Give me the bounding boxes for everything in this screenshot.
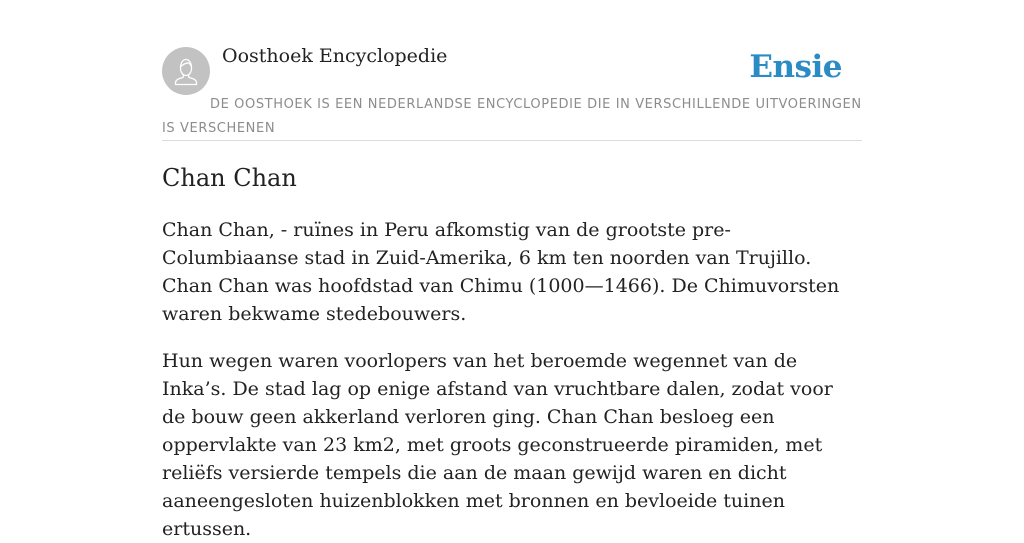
source-tagline: DE OOSTHOEK IS EEN NEDERLANDSE ENCYCLOPEDIE DIE IN VERSCHILLENDE UITVOERINGEN IS VERSCHENEN (162, 97, 862, 136)
article (162, 160, 862, 543)
source-title[interactable]: Oosthoek Encyclopedie (222, 45, 448, 67)
article-title: Chan Chan (162, 164, 297, 192)
user-silhouette-icon (162, 47, 210, 95)
source-avatar[interactable] (162, 47, 210, 95)
article-paragraph: Hun wegen waren voorlopers van het beroemde wegennet van de Inka’s. De stad lag op enige afstand van vruchtbare dalen, zodat voor de bouw geen akkerland verloren ging. Chan Chan besloeg een oppervlakte van 23 km2, met groots geconstrueerde piramiden, met reliëfs versierde tempels die aan de maan gewijd waren en dicht aaneengesloten huizenblokken met bronnen en bevloeide tuinen ertussen. (162, 350, 833, 540)
source-header (162, 44, 862, 141)
article-paragraph: Chan Chan, - ruïnes in Peru afkomstig van de grootste pre-Columbiaanse stad in Zuid-Amerika, 6 km ten noorden van Trujillo. Chan Chan was hoofdstad van Chimu (1000—1466). De Chimuvorsten waren bekwame stedebouwers. (162, 219, 840, 325)
brand-logo[interactable]: Ensie (749, 49, 842, 85)
